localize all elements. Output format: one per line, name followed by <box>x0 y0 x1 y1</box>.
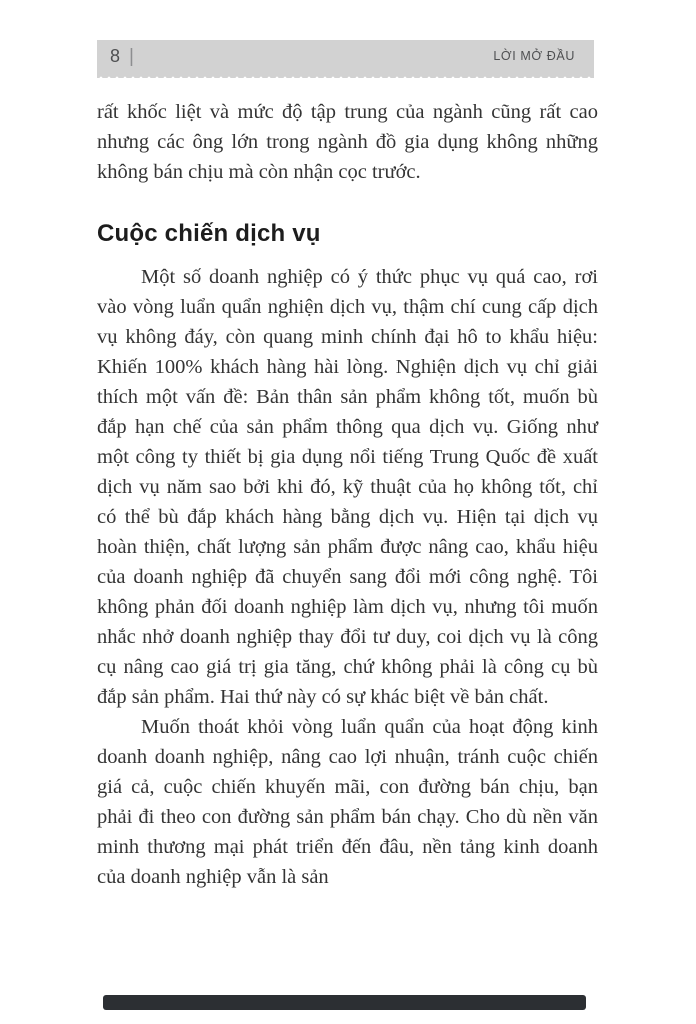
header-sawtooth-edge <box>97 70 594 78</box>
paragraph-escape-cycle: Muốn thoát khỏi vòng luẩn quẩn của hoạt động kinh doanh doanh nghiệp, nâng cao lợi nhuận, tránh cuộc chiến giá cả, cuộc chiến khuyến mãi, con đường bán chịu, bạn phải đi theo con đường sản phẩm bán chạy. Cho dù nền văn minh thương mại phát triển đến đâu, nền tảng kinh doanh của doanh nghiệp vẫn là sản <box>97 716 598 888</box>
page-number-separator: | <box>129 45 134 67</box>
section-heading: Cuộc chiến dịch vụ <box>97 220 321 247</box>
page-number: 8 <box>110 46 121 66</box>
paragraph-service-war: Một số doanh nghiệp có ý thức phục vụ quá cao, rơi vào vòng luẩn quẩn nghiện dịch vụ, thậm chí cung cấp dịch vụ không đáy, còn quang minh chính đại hô to khẩu hiệu: Khiến 100% khách hàng hài lòng. Nghiện dịch vụ chỉ giải thích một vấn đề: Bản thân sản phẩm không tốt, muốn bù đắp hạn chế của sản phẩm thông qua dịch vụ. Giống như một công ty thiết bị gia dụng nổi tiếng Trung Quốc đề xuất dịch vụ năm sao bởi khi đó, kỹ thuật của họ không tốt, chỉ có thể bù đắp khách hàng bằng dịch vụ. Hiện tại dịch vụ hoàn thiện, chất lượng sản phẩm được nâng cao, khẩu hiệu của doanh nghiệp đã chuyển sang đổi mới công nghệ. Tôi không phản đối doanh nghiệp làm dịch vụ, nhưng tôi muốn nhắc nhở doanh nghiệp thay đổi tư duy, coi dịch vụ là công cụ nâng cao giá trị gia tăng, chứ không phải là công cụ bù đắp sản phẩm. Hai thứ này có sự khác biệt về bản chất. <box>97 266 598 708</box>
page-body <box>97 97 598 892</box>
page-header <box>97 40 594 70</box>
page-bottom-bar <box>103 995 586 1010</box>
running-head-title: LỜI MỞ ĐẦU <box>493 49 575 63</box>
paragraph-continuation: rất khốc liệt và mức độ tập trung của ngành cũng rất cao nhưng các ông lớn trong ngành đồ gia dụng không những không bán chịu mà còn nhận cọc trước. <box>97 101 598 183</box>
page-header-left <box>110 45 134 66</box>
